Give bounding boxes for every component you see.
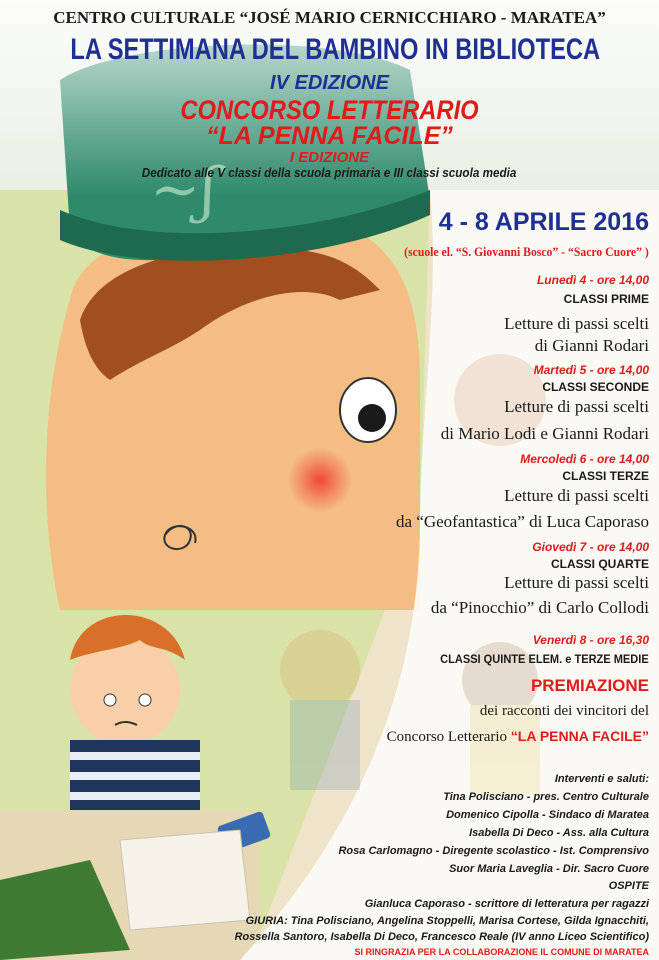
event-title: LA SETTIMANA DEL BAMBINO IN BIBLIOTECA [70, 33, 601, 66]
guest-speaker: Gianluca Caporaso - scrittore di letteratura per ragazzi [364, 898, 649, 910]
day-3-author: da “Geofantastica” di Luca Caporaso [396, 512, 649, 531]
day-5-time: Venerdì 8 - ore 16,30 [532, 633, 649, 647]
day-2-reading: Letture di passi scelti [504, 397, 649, 416]
day-5-classes: CLASSI QUINTE ELEM. e TERZE MEDIE [440, 652, 649, 666]
day-3-reading: Letture di passi scelti [504, 486, 649, 505]
thanks-line: SI RINGRAZIA PER LA COLLABORAZIONE IL COMUNE DI MARATEA [354, 947, 649, 957]
day-1-time: Lunedì 4 - ore 14,00 [536, 273, 649, 287]
day-4-reading: Letture di passi scelti [504, 573, 649, 592]
day-1-classes: CLASSI PRIME [563, 292, 649, 306]
award-contest-name: “LA PENNA FACILE” [510, 728, 649, 744]
contest-title: CONCORSO LETTERARIO [180, 95, 479, 125]
day-4-classes: CLASSI QUARTE [550, 557, 649, 571]
contest-edition: I EDIZIONE [289, 149, 370, 166]
dedication: Dedicato alle V classi della scuola primaria e III classi scuola media [142, 165, 517, 180]
jury-line-1: GIURIA: Tina Polisciano, Angelina Stoppelli, Marisa Cortese, Gilda Ignacchiti, [245, 915, 649, 927]
contest-name: “LA PENNA FACILE” [206, 122, 453, 150]
event-edition: IV EDIZIONE [270, 72, 389, 94]
day-4-time: Giovedì 7 - ore 14,00 [532, 540, 649, 554]
day-2-classes: CLASSI SECONDE [542, 380, 649, 394]
organizer-line: CENTRO CULTURALE “JOSÉ MARIO CERNICCHIARO - MARATEA” [53, 8, 606, 27]
day-3-classes: CLASSI TERZE [562, 469, 649, 483]
boy-pupil [358, 404, 386, 432]
day-1-author: di Gianni Rodari [534, 336, 649, 355]
day-2-author: di Mario Lodi e Gianni Rodari [440, 424, 649, 443]
speeches-heading: Interventi e saluti: [554, 773, 649, 785]
speaker-2: Domenico Cipolla - Sindaco di Maratea [446, 809, 649, 821]
day-4-author: da “Pinocchio” di Carlo Collodi [430, 598, 649, 617]
day-1-reading: Letture di passi scelti [504, 314, 649, 333]
speaker-3: Isabella Di Deco - Ass. alla Cultura [469, 827, 649, 839]
award-contest-prefix: Concorso Letterario [386, 729, 508, 745]
award-contest-line [387, 728, 649, 746]
day-2-time: Martedì 5 - ore 14,00 [533, 363, 649, 377]
event-dates: 4 - 8 APRILE 2016 [438, 208, 649, 236]
guest-heading: OSPITE [608, 880, 649, 892]
award-description: dei racconti dei vincitori del [479, 703, 649, 719]
event-venue: (scuole el. “S. Giovanni Bosco” - “Sacro Cuore” ) [404, 244, 649, 259]
speaker-4: Rosa Carlomagno - Diregente scolastico - Ist. Comprensivo [338, 845, 649, 857]
award-heading: PREMIAZIONE [530, 676, 649, 695]
jury-line-2: Rossella Santoro, Isabella Di Deco, Francesco Reale (IV anno Liceo Scientifico) [234, 931, 649, 943]
day-3-time: Mercoledì 6 - ore 14,00 [520, 452, 649, 466]
speaker-5: Suor Maria Laveglia - Dir. Sacro Cuore [449, 863, 649, 875]
boy-cheek [288, 448, 352, 512]
speaker-1: Tina Polisciano - pres. Centro Culturale [443, 791, 649, 803]
